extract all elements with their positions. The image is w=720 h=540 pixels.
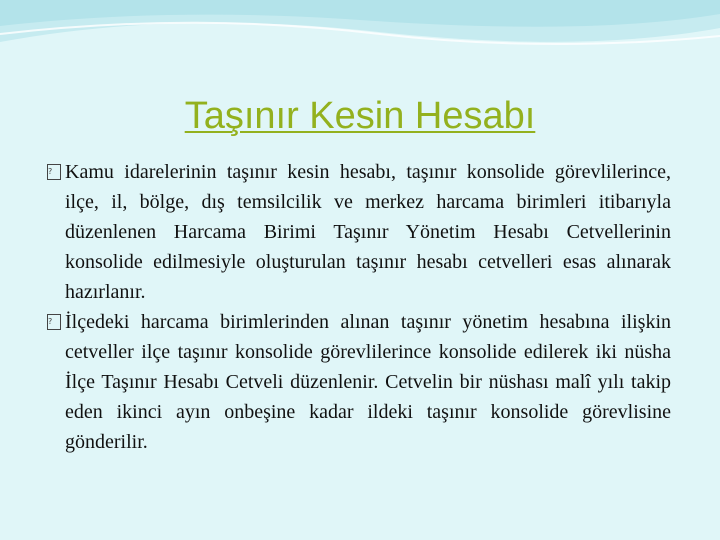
bullet-text: Kamu idarelerinin taşınır kesin hesabı, taşınır konsolide görevlilerince, ilçe, il, bölge, dış temsilcilik ve merkez harcama birimleri itibarıyla düzenlenen Harcama Birimi Taşınır Yönetim Hesabı Cetvellerinin konsolide edilmesiyle oluşturulan taşınır hesabı cetvelleri esas alınarak hazırlanır. — [65, 161, 671, 303]
bullet-item — [47, 307, 671, 457]
bullet-item — [47, 157, 671, 307]
missing-glyph-icon: ? — [47, 164, 61, 180]
slide-title — [0, 92, 720, 140]
missing-glyph-icon: ? — [47, 314, 61, 330]
bullet-text: İlçedeki harcama birimlerinden alınan taşınır yönetim hesabına ilişkin cetveller ilçe taşınır konsolide görevlilerince konsolide edilerek iki nüsha İlçe Taşınır Hesabı Cetveli düzenlenir. Cetvelin bir nüshası malî yılı takip eden ikinci ayın onbeşine kadar ildeki taşınır konsolide görevlisine gönderilir. — [65, 311, 671, 453]
slide-body — [47, 157, 671, 457]
slide-title-text: Taşınır Kesin Hesabı — [184, 95, 536, 137]
header-wave-decoration — [0, 0, 720, 70]
